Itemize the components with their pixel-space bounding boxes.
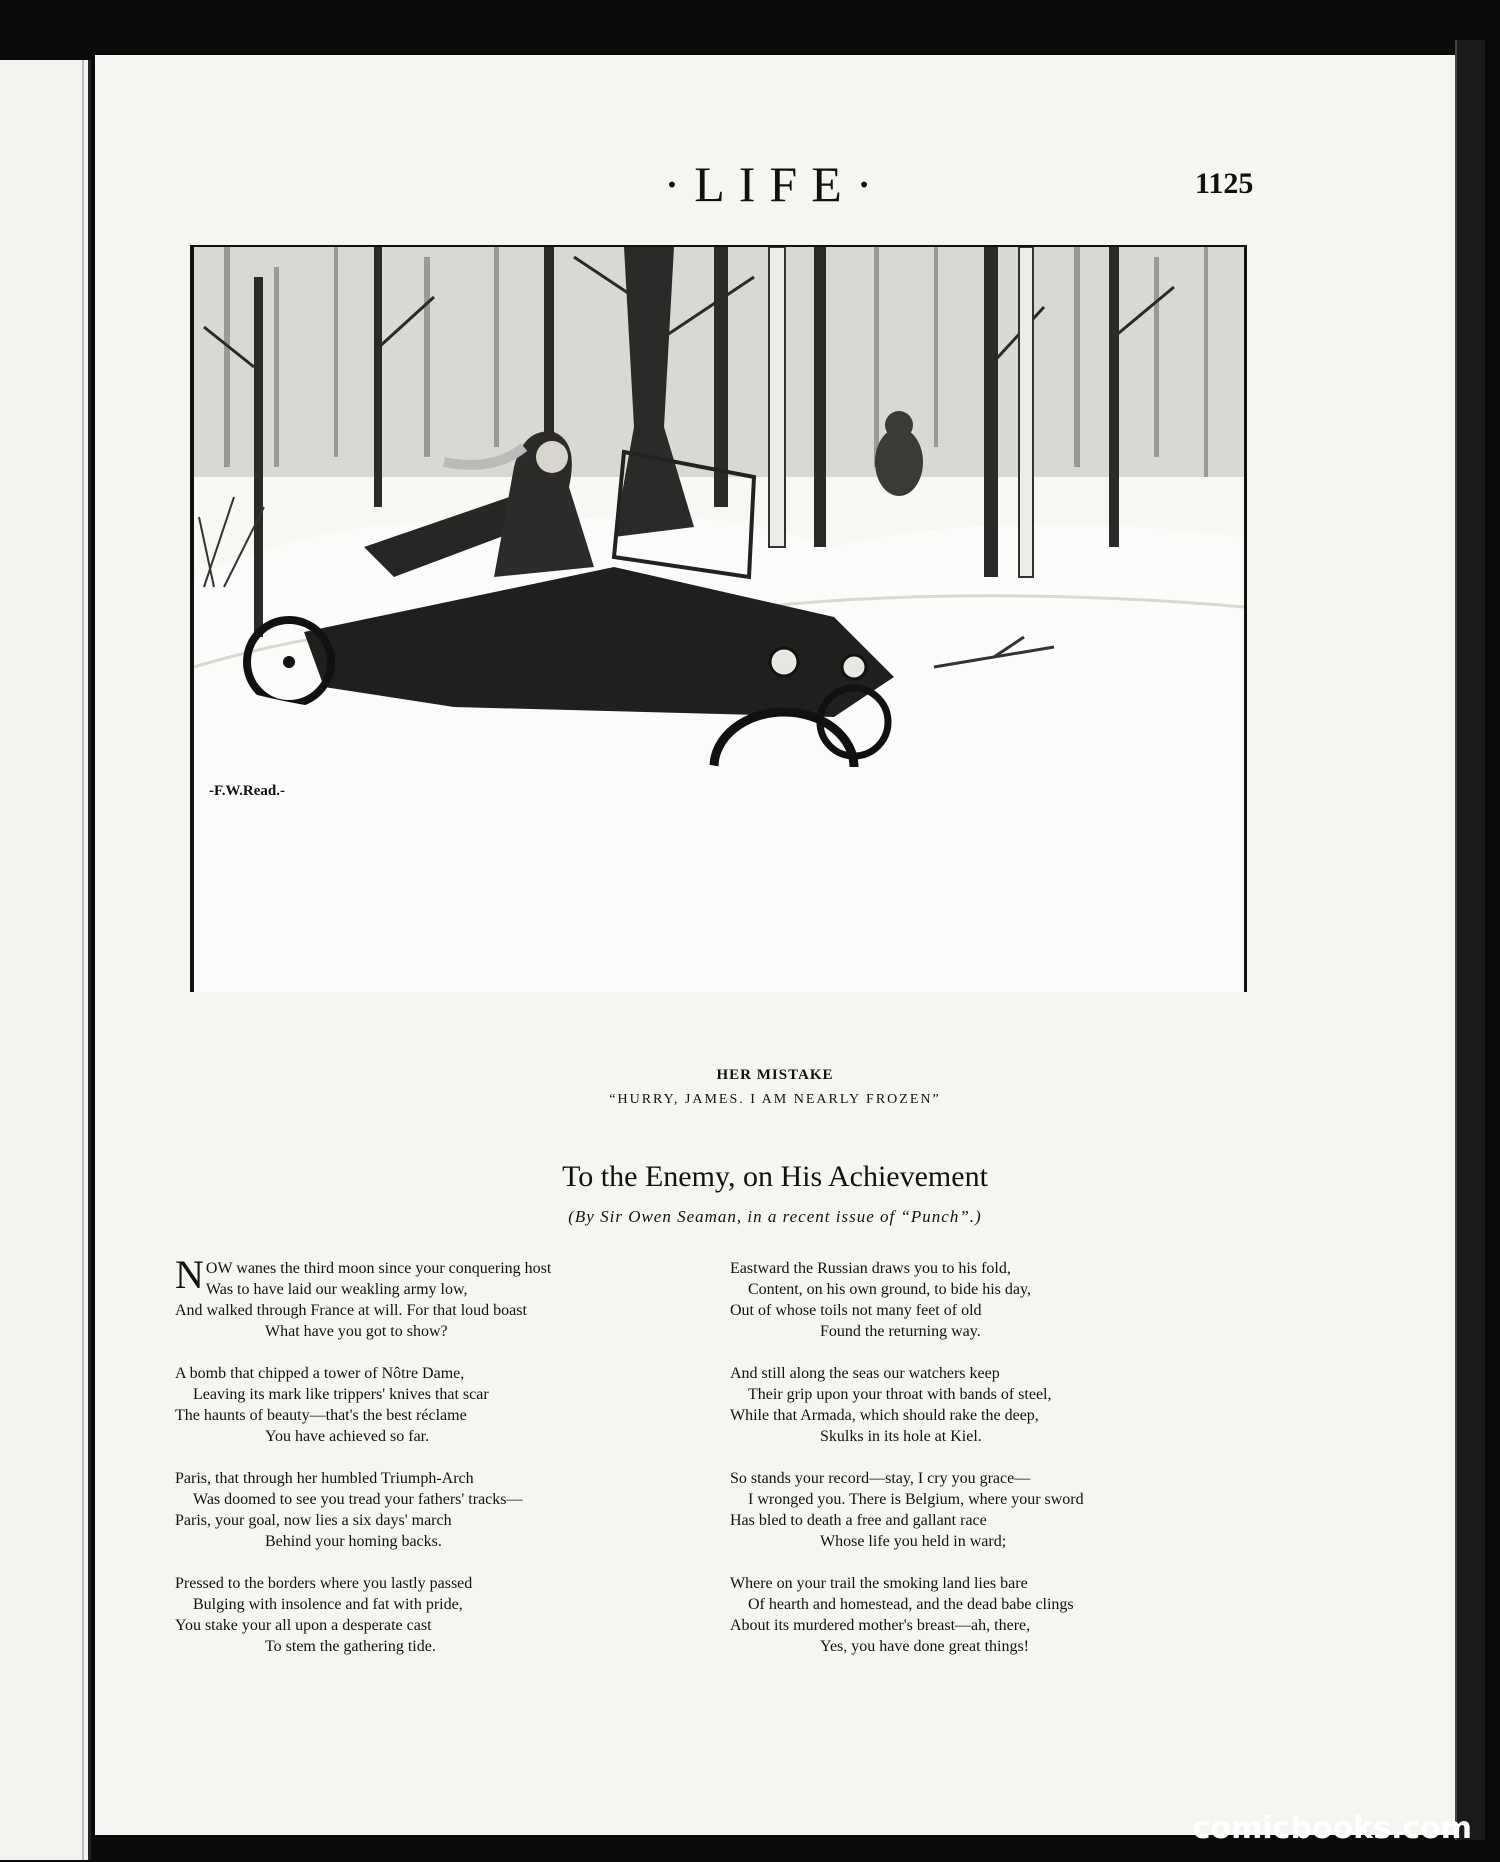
poem-line: Leaving its mark like trippers' knives that scar <box>193 1386 489 1403</box>
poem-line: Bulging with insolence and fat with pride, <box>193 1596 463 1613</box>
poem-line: You have achieved so far. <box>265 1428 430 1445</box>
watermark: comicbooks.com <box>1192 1811 1472 1846</box>
poem-line: Eastward the Russian draws you to his fold, <box>730 1260 1011 1277</box>
magazine-page <box>95 55 1455 1835</box>
poem-line: Behind your homing backs. <box>265 1533 442 1550</box>
caption-title: HER MISTAKE <box>716 1067 834 1083</box>
stanza <box>175 1573 675 1657</box>
poem-line: OW wanes the third moon since your conquering host <box>205 1260 552 1277</box>
page-number: 1125 <box>1195 167 1254 200</box>
poem-line: You stake your all upon a desperate cast <box>175 1617 432 1634</box>
poem-line: Was to have laid our weakling army low, <box>205 1281 468 1298</box>
stanza <box>730 1258 1230 1342</box>
poem-line: Content, on his own ground, to bide his day, <box>748 1281 1031 1298</box>
poem-line: Yes, you have done great things! <box>820 1638 1030 1655</box>
poem-line: And walked through France at will. For that loud boast <box>175 1302 527 1319</box>
artist-signature: -F.W.Read.- <box>209 783 285 799</box>
caption-quote: “HURRY, JAMES. I AM NEARLY FROZEN” <box>609 1092 941 1107</box>
poem-column-left <box>175 1252 675 1678</box>
poem-line: Where on your trail the smoking land lies bare <box>730 1575 1028 1592</box>
poem-line: Whose life you held in ward; <box>820 1533 1007 1550</box>
poem-line: To stem the gathering tide. <box>265 1638 436 1655</box>
stanza <box>175 1252 675 1342</box>
dropcap: N <box>175 1252 204 1297</box>
page-right-edge <box>1455 40 1485 1840</box>
illustration <box>190 245 1247 992</box>
poem-line: What have you got to show? <box>265 1323 448 1340</box>
facing-page-edge <box>0 60 91 1860</box>
poem-line: Was doomed to see you tread your fathers' tracks— <box>193 1491 523 1508</box>
stanza <box>175 1363 675 1447</box>
poem-line: Out of whose toils not many feet of old <box>730 1302 982 1319</box>
stanza <box>730 1363 1230 1447</box>
poem-line: Of hearth and homestead, and the dead babe clings <box>748 1596 1074 1613</box>
poem-line: I wronged you. There is Belgium, where your sword <box>748 1491 1084 1508</box>
poem-line: Pressed to the borders where you lastly passed <box>175 1575 473 1592</box>
poem-line: Paris, that through her humbled Triumph-Arch <box>175 1470 474 1487</box>
poem-line: A bomb that chipped a tower of Nôtre Dame, <box>175 1365 465 1382</box>
masthead: ·LIFE· <box>663 156 887 212</box>
poem-line: While that Armada, which should rake the deep, <box>730 1407 1039 1424</box>
poem-title: To the Enemy, on His Achievement <box>562 1160 988 1193</box>
poem-byline: (By Sir Owen Seaman, in a recent issue of “Punch”.) <box>568 1207 982 1226</box>
stanza <box>730 1468 1230 1552</box>
poem-line: About its murdered mother's breast—ah, there, <box>730 1617 1031 1634</box>
poem-line: The haunts of beauty—that's the best réclame <box>175 1407 467 1424</box>
poem-line: Found the returning way. <box>820 1323 981 1340</box>
poem-line: And still along the seas our watchers keep <box>730 1365 1000 1382</box>
poem-line: Skulks in its hole at Kiel. <box>820 1428 982 1445</box>
stanza <box>730 1573 1230 1657</box>
poem-column-right <box>730 1258 1230 1678</box>
poem-line: So stands your record—stay, I cry you grace— <box>730 1470 1031 1487</box>
winter-car-illustration <box>194 247 1244 992</box>
poem-line: Paris, your goal, now lies a six days' march <box>175 1512 452 1529</box>
poem-line: Has bled to death a free and gallant race <box>730 1512 987 1529</box>
stanza <box>175 1468 675 1552</box>
poem-line: Their grip upon your throat with bands of steel, <box>748 1386 1052 1403</box>
